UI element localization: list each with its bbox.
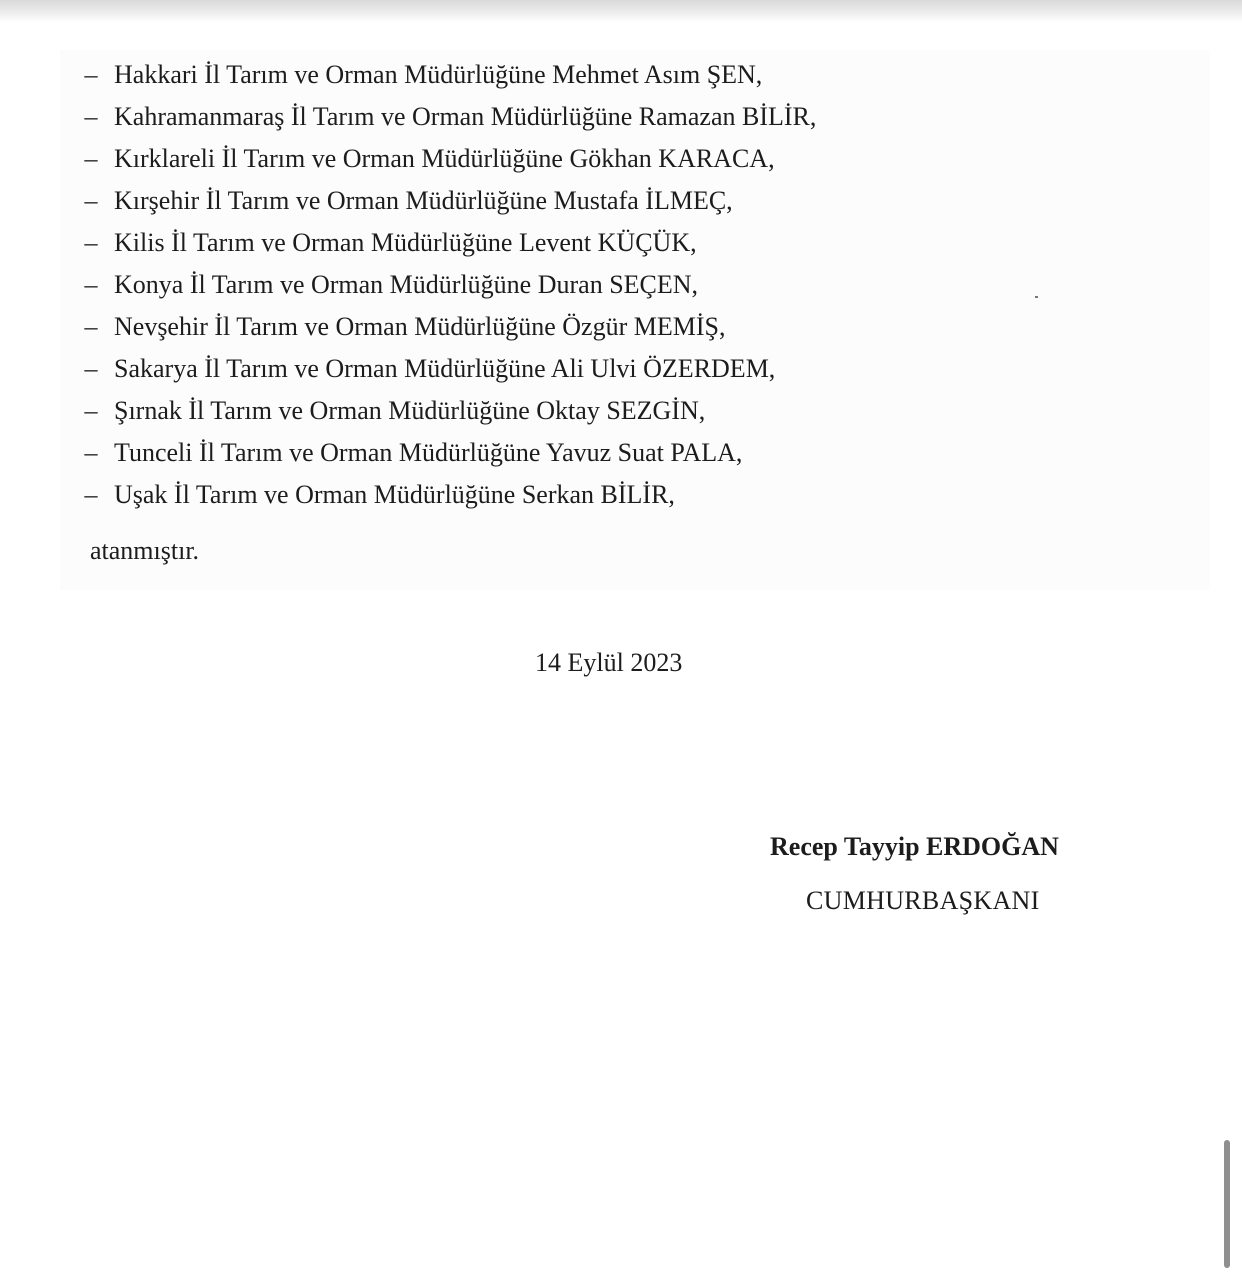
list-dash: –	[84, 60, 98, 89]
appointment-text: Kilis İl Tarım ve Orman Müdürlüğüne Levent KÜÇÜK,	[114, 228, 697, 257]
scan-speck	[1035, 296, 1038, 298]
document-page	[0, 22, 1242, 1276]
signatory-name: Recep Tayyip ERDOĞAN	[770, 832, 1059, 861]
list-dash: –	[84, 480, 98, 509]
appointment-text: Konya İl Tarım ve Orman Müdürlüğüne Duran SEÇEN,	[114, 270, 699, 299]
list-dash: –	[84, 438, 98, 467]
appointment-text: Kırşehir İl Tarım ve Orman Müdürlüğüne Mustafa İLMEÇ,	[114, 186, 733, 215]
appointment-text: Şırnak İl Tarım ve Orman Müdürlüğüne Oktay SEZGİN,	[114, 396, 706, 425]
appointment-text: Tunceli İl Tarım ve Orman Müdürlüğüne Yavuz Suat PALA,	[114, 438, 743, 467]
list-dash: –	[84, 354, 98, 383]
list-dash: –	[84, 270, 98, 299]
appointment-text: Nevşehir İl Tarım ve Orman Müdürlüğüne Özgür MEMİŞ,	[114, 312, 726, 341]
list-dash: –	[84, 102, 98, 131]
list-dash: –	[84, 312, 98, 341]
appointment-text: Kırklareli İl Tarım ve Orman Müdürlüğüne Gökhan KARACA,	[114, 144, 775, 173]
list-dash: –	[84, 228, 98, 257]
list-dash: –	[84, 396, 98, 425]
appointment-text: Kahramanmaraş İl Tarım ve Orman Müdürlüğüne Ramazan BİLİR,	[114, 102, 817, 131]
list-dash: –	[84, 144, 98, 173]
scrollbar-thumb[interactable]	[1224, 1140, 1230, 1268]
closing-statement: atanmıştır.	[90, 536, 200, 565]
viewer-top-edge	[0, 0, 1242, 22]
appointment-text: Hakkari İl Tarım ve Orman Müdürlüğüne Mehmet Asım ŞEN,	[114, 60, 763, 89]
list-dash: –	[84, 186, 98, 215]
appointment-text: Sakarya İl Tarım ve Orman Müdürlüğüne Ali Ulvi ÖZERDEM,	[114, 354, 776, 383]
appointment-text: Uşak İl Tarım ve Orman Müdürlüğüne Serkan BİLİR,	[114, 480, 675, 509]
date-text: 14 Eylül 2023	[535, 648, 683, 677]
signatory-title: CUMHURBAŞKANI	[806, 886, 1040, 915]
